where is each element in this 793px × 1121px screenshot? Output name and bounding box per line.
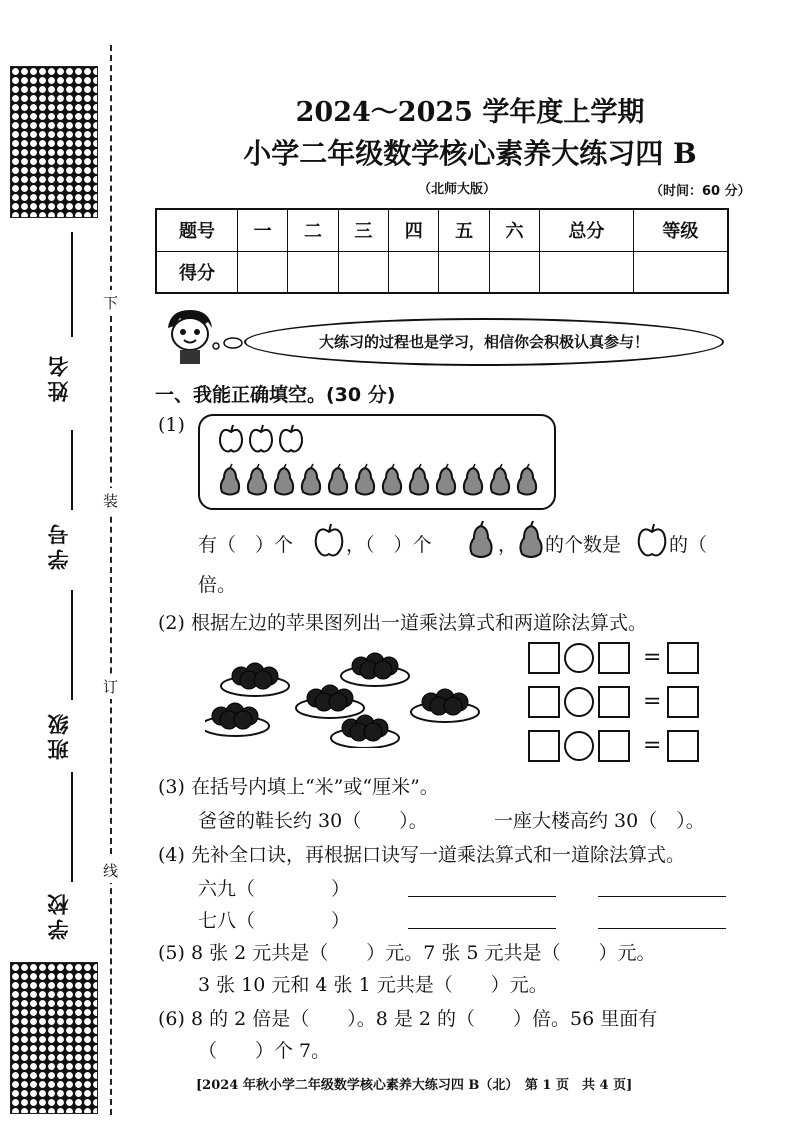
q3-b: 一座大楼高约 30（ ）。 [494, 810, 705, 832]
pear-icon [437, 464, 455, 495]
cut-char-2: 装 [103, 488, 118, 513]
title-line-1: 2024～2025 学年度上学期 [295, 97, 645, 128]
q1-text-e: 的（ [669, 534, 708, 556]
q3-text: (3) 在括号内填上“米”或“厘米”。 [158, 776, 439, 798]
section-1-heading: 一、我能正确填空。(30 分) [155, 384, 396, 406]
score-cell: 三 [338, 209, 388, 251]
q5-a: (5) 8 张 2 元共是（ ）元。7 张 5 元共是（ ）元。 [158, 942, 656, 964]
pear-icon [464, 464, 482, 495]
apple-icon [636, 522, 668, 558]
q6-a: (6) 8 的 2 倍是（ ）。8 是 2 的（ ）倍。56 里面有 [158, 1008, 658, 1030]
apple-icon [220, 425, 242, 452]
time-label: （时间：60 分） [650, 184, 751, 199]
q1-text-d: 的个数是 [545, 534, 622, 556]
pear-icon [356, 464, 374, 495]
q4-text: (4) 先补全口诀，再根据口诀写一道乘法算式和一道除法算式。 [158, 844, 685, 866]
score-cell: 二 [288, 209, 338, 251]
answer-box[interactable] [598, 730, 630, 762]
equation-row-2 [528, 686, 699, 718]
score-input[interactable] [238, 251, 288, 293]
pear-icon [221, 464, 239, 495]
pear-icon [383, 464, 401, 495]
school-line [71, 772, 73, 882]
answer-box[interactable] [528, 642, 560, 674]
equals-sign: = [643, 645, 662, 670]
score-table [155, 208, 729, 294]
apple-icon [280, 425, 302, 452]
score-cell: 五 [439, 209, 489, 251]
score-cell: 题号 [156, 209, 238, 251]
answer-line[interactable] [408, 928, 556, 929]
page-footer: [2024 年秋小学二年级数学核心素养大练习四 B（北） 第 1 页 共 4 页] [196, 1078, 633, 1093]
apple-plate [331, 715, 399, 748]
score-input[interactable] [338, 251, 388, 293]
answer-box[interactable] [528, 730, 560, 762]
q1-text-c: ， [498, 534, 518, 556]
answer-box[interactable] [598, 642, 630, 674]
q6-b: （ ）个 7。 [198, 1040, 331, 1062]
pear-icon [466, 520, 496, 560]
pear-icon [518, 464, 536, 495]
cut-char-4: 线 [103, 858, 118, 883]
score-cell: 四 [389, 209, 439, 251]
name-line [71, 232, 73, 337]
id-label: 学号 [47, 520, 71, 570]
score-input[interactable] [540, 251, 634, 293]
pear-icon [329, 464, 347, 495]
pear-icon [516, 520, 546, 560]
pear-icon [302, 464, 320, 495]
apple-plate [341, 653, 409, 686]
answer-box[interactable] [528, 686, 560, 718]
score-input[interactable] [633, 251, 728, 293]
apple-plate [296, 685, 364, 718]
thought-dot-icon [222, 336, 244, 350]
equation-row-3 [528, 730, 699, 762]
cut-char-3: 订 [103, 674, 118, 699]
answer-line[interactable] [598, 928, 726, 929]
q4-a: 六九（ ） [198, 878, 351, 900]
operator-circle[interactable] [564, 643, 594, 673]
score-cell: 六 [489, 209, 539, 251]
apple-plate [221, 663, 289, 696]
class-line [71, 590, 73, 700]
pear-icon [491, 464, 509, 495]
id-line [71, 430, 73, 510]
q1-text-a: 有（ ）个 [198, 534, 294, 556]
class-label: 班级 [47, 710, 71, 760]
answer-line[interactable] [598, 896, 726, 897]
checker-pattern-top [10, 66, 98, 218]
q5-b: 3 张 10 元和 4 张 1 元共是（ ）元。 [198, 974, 548, 996]
apple-plates-picture [205, 648, 505, 748]
score-input[interactable] [288, 251, 338, 293]
apple-icon [250, 425, 272, 452]
pear-icon [275, 464, 293, 495]
score-cell: 等级 [633, 209, 728, 251]
answer-box[interactable] [598, 686, 630, 718]
q2-text: (2) 根据左边的苹果图列出一道乘法算式和两道除法算式。 [158, 612, 647, 634]
apple-icon [313, 522, 345, 558]
checker-pattern-bottom [10, 962, 98, 1114]
q1-number: (1) [158, 414, 185, 436]
equals-sign: = [643, 689, 662, 714]
speech-bubble: 大练习的过程也是学习，相信你会积极认真参与！ [244, 318, 724, 366]
score-header-row [156, 209, 728, 251]
score-row-label: 得分 [156, 251, 238, 293]
equals-sign: = [643, 733, 662, 758]
cut-line [110, 45, 112, 1115]
pear-icon [410, 464, 428, 495]
name-label: 姓名 [47, 352, 71, 402]
score-cell: 总分 [540, 209, 634, 251]
fruit-picture-box [198, 414, 556, 510]
score-input[interactable] [389, 251, 439, 293]
score-input-row [156, 251, 728, 293]
q1-text-f: 倍。 [198, 574, 237, 596]
cut-char-1: 下 [103, 290, 118, 315]
answer-box[interactable] [667, 730, 699, 762]
q1-text-b: ，（ ）个 [346, 534, 432, 556]
q4-b: 七八（ ） [198, 910, 351, 932]
pear-icon [248, 464, 266, 495]
q3-a: 爸爸的鞋长约 30（ ）。 [198, 810, 428, 832]
score-input[interactable] [489, 251, 539, 293]
edition-label: （北师大版） [418, 182, 497, 197]
operator-circle[interactable] [564, 731, 594, 761]
apple-plate [205, 703, 269, 736]
answer-line[interactable] [408, 896, 556, 897]
score-cell: 一 [238, 209, 288, 251]
answer-box[interactable] [667, 642, 699, 674]
equation-row-1 [528, 642, 699, 674]
operator-circle[interactable] [564, 687, 594, 717]
apple-plate [411, 689, 479, 722]
title-line-2: 小学二年级数学核心素养大练习四 B [243, 137, 697, 170]
school-label: 学校 [47, 890, 71, 940]
score-input[interactable] [439, 251, 489, 293]
cartoon-kid-icon [160, 306, 220, 368]
answer-box[interactable] [667, 686, 699, 718]
